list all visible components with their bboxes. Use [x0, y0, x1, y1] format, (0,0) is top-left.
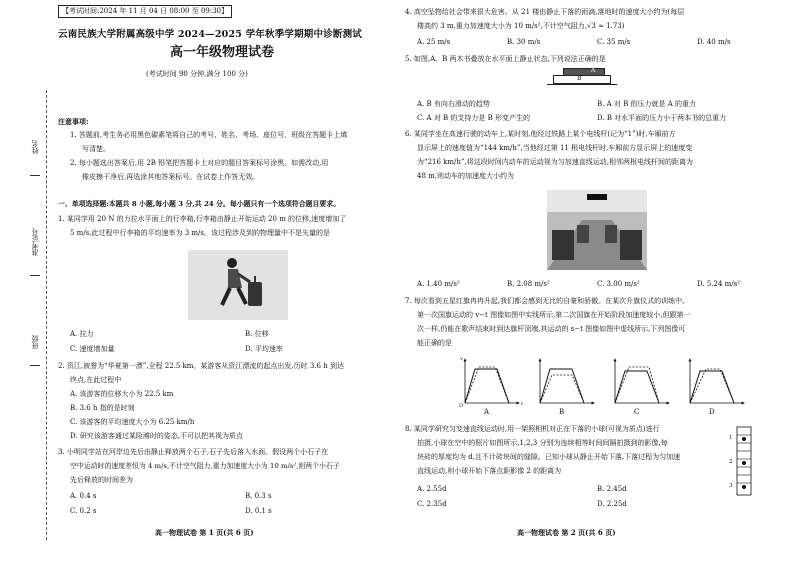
books-figure: [547, 68, 617, 90]
exam-time: 【考试时间:2024 年 11 月 04 日 08:00 至 09:30】: [58, 5, 232, 18]
binding-margin: [6, 0, 46, 561]
q1-line1: 1. 某同学用 20 N 的力拉水平面上的行李箱,行李箱由静止开始运动 20 m 的位移,速度增加了: [58, 215, 347, 223]
q1-option-a: A. 拉力: [70, 330, 94, 338]
image-mark-1: 1: [729, 435, 733, 441]
q7-line2: 第一次国旗运动的 v−t 图像如图中实线所示,第二次国旗在开始阶段加速度较小,但跟第一: [417, 311, 691, 319]
q4-option-c: C. 35 m/s: [597, 38, 631, 46]
q7-graph-label-d: D: [709, 408, 715, 416]
notes-title: 注意事项:: [58, 117, 89, 126]
graph-d: [690, 359, 744, 403]
q4-option-d: D. 40 m/s: [697, 38, 731, 46]
q3-option-b: B. 0.3 s: [245, 492, 272, 500]
note1-line1: 1. 答题前,考生务必用黑色碳素笔将自己的考号、姓名、考场、座位号、班级在答题卡上填: [70, 131, 348, 139]
q2-option-c: C. 该游客的平均速度大小为 6.25 km/h: [70, 418, 195, 426]
graph-a-origin: O: [459, 403, 464, 409]
graph-a: [465, 359, 519, 403]
q4-option-a: A. 25 m/s: [417, 38, 451, 46]
q2-option-a: A. 该游客的位移大小为 22.5 km: [70, 390, 174, 398]
q7-line1: 7. 每次看到五星红旗冉冉升起,我们都会感到无比的自豪和骄傲。在某次升旗仪式的训练中,: [405, 297, 685, 305]
q7-graphs: [457, 355, 757, 415]
q3-option-c: C. 0.2 s: [70, 507, 97, 515]
q6-line1: 6. 某同学坐在高速行驶的动车上,某时刻,他经过铁路上某个电线杆(记为“1”)时,车厢前方: [405, 130, 676, 138]
q8-option-a: A. 2.55d: [417, 485, 447, 493]
book-a-label: A: [591, 67, 596, 74]
q4-line1: 4. 高空坠物给社会带来很大危害。从 21 楼由静止下落的雨滴,落地时的速度大小约为(每层: [405, 8, 685, 16]
q6-line4: 48 m,则动车的加速度大小约为: [417, 172, 514, 180]
exam-number-fill-line: [30, 275, 40, 276]
image-mark-2: 2: [729, 459, 733, 465]
q8-option-d: D. 2.25d: [597, 500, 627, 508]
class-fill-line: [30, 365, 40, 366]
note2-line2: 橡皮擦干净后,再选涂其他答案标号。在试卷上作答无效。: [82, 173, 260, 181]
q3-line2: 空中运动时的速度差恒为 4 m/s,不计空气阻力,重力加速度大小为 10 m/s²,则两个小石子: [70, 462, 340, 470]
q1-option-b: B. 位移: [245, 330, 269, 338]
q7-line3: 次一样,仍能在歌声结束时到达旗杆顶端,其运动的 s−t 图像如图中虚线所示,下列图像可: [417, 325, 686, 333]
q7-graph-label-b: B: [559, 408, 565, 416]
name-fill-line: [30, 175, 40, 176]
q8-line4: 直线运动,则小球开始下落点距影像 2 的距离为: [417, 467, 562, 475]
runner-with-suitcase-figure: [188, 250, 288, 320]
ground-line: [547, 84, 617, 85]
q6-option-a: A. 1.40 m/s²: [417, 280, 460, 288]
q6-option-b: B. 2.08 m/s²: [507, 280, 550, 288]
q1-line2: 5 m/s,此过程中行李箱的平均速率为 3 m/s。该过程涉及到的物理量中不是矢量的是: [70, 229, 330, 237]
school-title: 云南民族大学附属高级中学 2024—2025 学年秋季学期期中诊断测试: [58, 29, 362, 40]
page-2: [397, 0, 794, 561]
q8-option-b: B. 2.45d: [597, 485, 627, 493]
q3-line3: 先后释放的时间差为: [70, 476, 133, 484]
q4-line2: 楼高约 3 m,重力加速度大小为 10 m/s²,不计空气阻力,√3 ≈ 1.73): [417, 22, 625, 30]
binding-line: [46, 90, 47, 540]
side-label-class: 班级: [31, 335, 39, 349]
q8-line2: 拍摄,小球在空中的照片如图所示,1,2,3 分别为连续相等时间间隔拍摄到的影像,每: [417, 439, 668, 447]
page-1-footer: 高一物理试卷 第 1 页(共 6 页): [155, 528, 254, 537]
suitcase-photo: [188, 250, 288, 320]
q7-graph-label-c: C: [634, 408, 640, 416]
q2-line1: 2. 资江,被誉为“华夏第一漂”,全程 22.5 km。某游客从资江漂流的起点出发,历时 3.6 h 到达: [58, 362, 344, 370]
train-carriage-figure: [547, 190, 647, 270]
paper-title: 高一年级物理试卷: [170, 45, 275, 60]
side-label-name: 姓名: [31, 140, 39, 154]
q1-option-c: C. 速度增加量: [70, 345, 115, 353]
q2-option-b: B. 3.6 h 指的是时刻: [70, 404, 135, 412]
q6-line3: 为“216 km/h”,将这段时间内动车的运动视为匀加速直线运动,相邻两根电线杆间的距离为: [417, 158, 693, 166]
q8-option-c: C. 2.35d: [417, 500, 447, 508]
q7-graph-label-a: A: [484, 408, 490, 416]
q6-line2: 显示屏上的速度值为“144 km/h”,当他经过第 11 根电线杆时,车厢前方显示屏上的速度变: [417, 144, 693, 152]
image-mark-3: 3: [729, 483, 733, 489]
q6-option-d: D. 5.24 m/s²: [697, 280, 741, 288]
note1-line2: 写清楚。: [82, 145, 110, 153]
q8-line3: 块砖的厚度均为 d,且不计砖块间的缝隙。已知小球从静止开始下落,下落过程为匀加速: [417, 453, 681, 461]
q2-line2: 终点,在此过程中: [70, 376, 122, 384]
q5-line1: 5. 如图,A、B 两木书叠放在水平面上静止状态,下列说法正确的是: [405, 55, 606, 63]
side-label-exam-number: 准考证号: [31, 228, 39, 256]
graph-b: [540, 359, 594, 403]
q4-option-b: B. 30 m/s: [507, 38, 541, 46]
note2-line1: 2. 每小题选出答案后,用 2B 铅笔把答题卡上对应的题目答案标号涂黑。如需改动,用: [70, 159, 329, 167]
q8-line1: 8. 某同学研究匀变速直线运动时,用一架照相机对正在下落的小球(可视为质点)进行: [405, 425, 660, 433]
q6-option-c: C. 3.00 m/s²: [597, 280, 640, 288]
q7-line4: 能正确的是: [417, 339, 452, 347]
book-b: [553, 75, 611, 84]
graph-a-axis-v: v: [460, 356, 463, 362]
brick-wall-figure: [733, 425, 753, 497]
q5-option-a: A. B 有向右滑动的趋势: [417, 100, 490, 108]
exam-info: (考试时间 90 分钟,满分 100 分): [146, 70, 248, 78]
q2-option-d: D. 研究该游客通过某险滩时的姿态,不可以把其视为质点: [70, 432, 244, 440]
book-b-label: B: [577, 75, 582, 82]
page-2-footer: 高一物理试卷 第 2 页(共 6 页): [517, 528, 616, 537]
section-1-heading: 一、单项选择题:本题共 8 小题,每小题 3 分,共 24 分。每小题只有一个选项符合题目要求。: [58, 200, 341, 208]
graph-c: [615, 359, 669, 403]
graph-a-axis-t: t: [521, 401, 524, 407]
q3-line1: 3. 小明同学站在河岸边先后由静止释放两个石子,石子先后落入水面。假设两个小石子在: [58, 448, 329, 456]
q1-option-d: D. 平均速率: [245, 345, 283, 353]
q5-option-d: D. B 对水平面的压力小于两本书的总重力: [597, 114, 727, 122]
q3-option-a: A. 0.4 s: [70, 492, 97, 500]
q5-option-b: B. A 对 B 的压力就是 A 的重力: [597, 100, 696, 108]
train-interior-photo: [547, 190, 647, 270]
q3-option-d: D. 0.1 s: [245, 507, 272, 515]
q5-option-c: C. A 对 B 的支持力是 B 形变产生的: [417, 114, 531, 122]
